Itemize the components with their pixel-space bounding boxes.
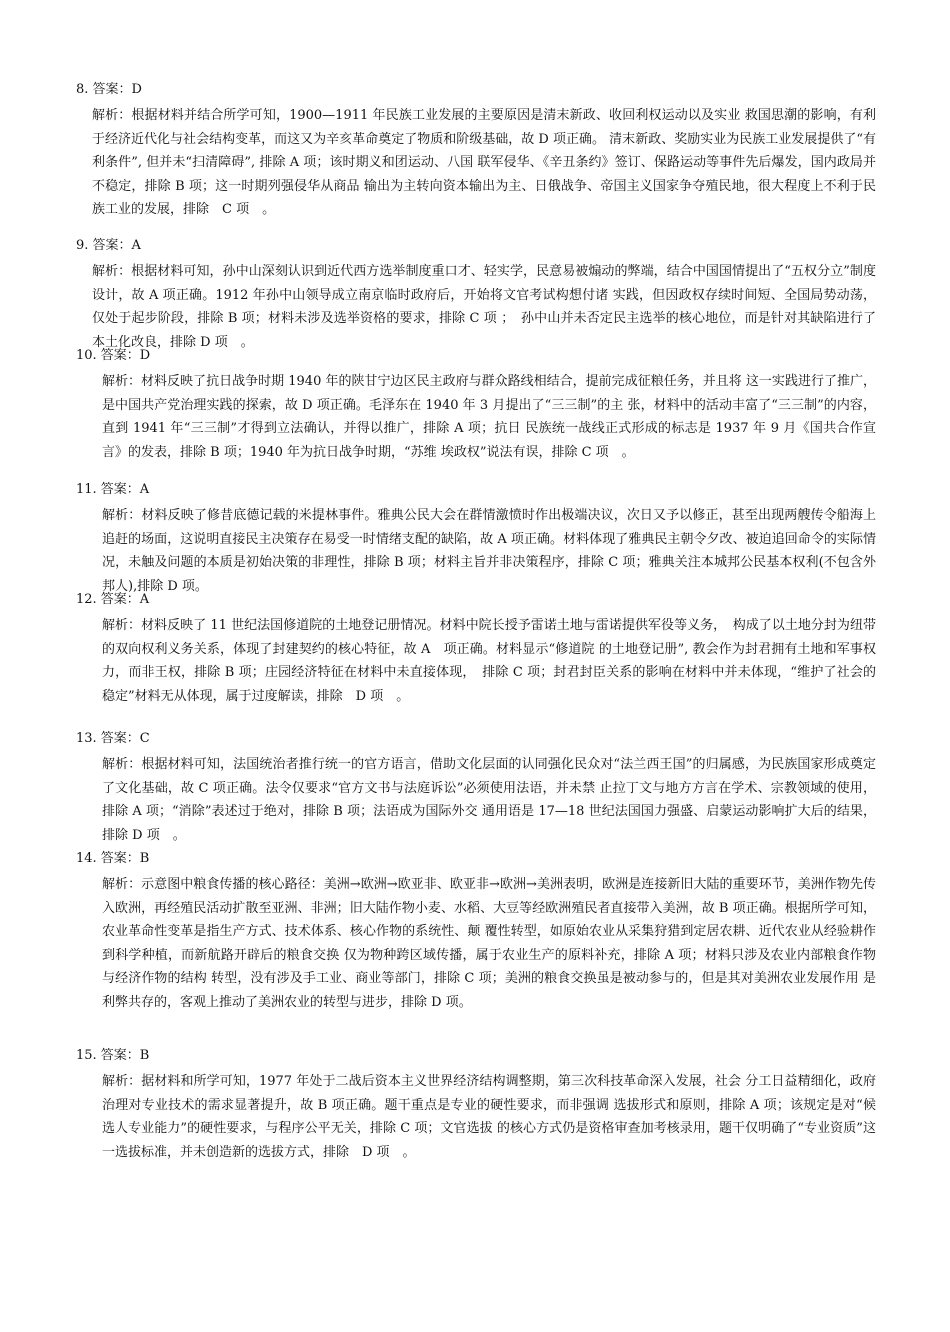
question-12-analysis: 解析：材料反映了 11 世纪法国修道院的土地登记册情况。材料中院长授予雷诺土地与雷诺提供军役等义务， 构成了以土地分封为纽带的双向权利义务关系，体现了封建契约的核心特征，故 A 项正确。材料显示“修道院 的土地登记册”, 教会作为封君拥有土地和军事权力，而非王权，排除 B 项；庄园经济特征在材料中未直接体现， 排除 C 项；封君封臣关系的影响在材料中并未体现，“维护了社会的稳定”材料无从体现，属于过度解读，排除 D 项 。 [102, 618, 876, 704]
question-12-answer: 12. 答案：A [76, 592, 150, 607]
question-12-block [76, 590, 876, 708]
question-15-block [76, 1046, 876, 1164]
question-9-block [76, 236, 876, 354]
question-10-answer: 10. 答案：D [76, 348, 151, 363]
question-9-answer: 9. 答案：A [76, 238, 141, 253]
question-11-analysis: 解析：材料反映了修昔底德记载的米提林事件。雅典公民大会在群情激愤时作出极端决议，次日又予以修正，甚至出现两艘传令船海上追赶的场面，这说明直接民主决策存在易受一时情绪支配的缺陷，故 A 项正确。材料体现了雅典民主朝令夕改、被迫追回命令的实际情况，未触及问题的本质是初始决策的非理性，排除 B 项；材料主旨并非决策程序，排除 C 项；雅典关注本城邦公民基本权利(不包含外邦人),排除 D 项。 [102, 508, 876, 594]
question-8-analysis: 解析：根据材料并结合所学可知，1900—1911 年民族工业发展的主要原因是清末新政、收回利权运动以及实业 救国思潮的影响，有利于经济近代化与社会结构变革，而这又为辛亥革命奠定了物质和阶级基础，故 D 项正确。 清末新政、奖励实业为民族工业发展提供了“有利条件”, 但并未“扫清障碍”, 排除 A 项；该时期义和团运动、八国 联军侵华、《辛丑条约》签订、保路运动等事件先后爆发，国内政局并不稳定，排除 B 项；这一时期列强侵华从商品 输出为主转向资本输出为主、日俄战争、帝国主义国家争夺殖民地，很大程度上不利于民族工业的发展，排除 C 项 。 [92, 108, 876, 218]
question-10-analysis: 解析：材料反映了抗日战争时期 1940 年的陕甘宁边区民主政府与群众路线相结合，提前完成征粮任务，并且将 这一实践进行了推广，是中国共产党治理实践的探索，故 D 项正确。毛泽东在 1940 年 3 月提出了“三三制”的主 张，材料中的活动丰富了“三三制”的内容，直到 1941 年“三三制”才得到立法确认，并得以推广，排除 A 项；抗日 民族统一战线正式形成的标志是 1937 年 9 月《国共合作宣言》的发表，排除 B 项；1940 年为抗日战争时期，“苏维 埃政权”说法有误，排除 C 项 。 [102, 374, 876, 460]
question-15-answer: 15. 答案：B [76, 1048, 150, 1063]
question-14-answer: 14. 答案：B [76, 851, 150, 866]
question-13-analysis: 解析：根据材料可知，法国统治者推行统一的官方语言，借助文化层面的认同强化民众对“法兰西王国”的归属感，为民族国家形成奠定了文化基础，故 C 项正确。法令仅要求“官方文书与法庭诉讼”必须使用法语，并未禁 止拉丁文与地方方言在学术、宗教领域的使用，排除 A 项；“消除”表述过于绝对，排除 B 项；法语成为国际外交 通用语是 17—18 世纪法国国力强盛、启蒙运动影响扩大后的结果，排除 D 项 。 [102, 757, 876, 843]
question-9-analysis: 解析：根据材料可知，孙中山深刻认识到近代西方选举制度重口才、轻实学，民意易被煽动的弊端，结合中国国情提出了“五权分立”制度设计，故 A 项正确。1912 年孙中山领导成立南京临时政府后，开始将文官考试构想付诸 实践，但因政权存续时间短、全国局势动荡，仅处于起步阶段，排除 B 项；材料未涉及选举资格的要求，排除 C 项 ； 孙中山并未否定民主选举的核心地位，而是针对其缺陷进行了本土化改良，排除 D 项 。 [92, 264, 876, 350]
question-15-analysis: 解析：据材料和所学可知，1977 年处于二战后资本主义世界经济结构调整期，第三次科技革命深入发展，社会 分工日益精细化，政府治理对专业技术的需求显著提升，故 B 项正确。题干重点是专业的硬性要求，而非强调 选拔形式和原则，排除 A 项；该规定是对“候选人专业能力”的硬性要求，与程序公平无关，排除 C 项；文官选拔 的核心方式仍是资格审查加考核录用，题干仅明确了“专业资质”这一选拔标准，并未创造新的选拔方式，排除 D 项 。 [102, 1074, 876, 1160]
question-11-answer: 11. 答案：A [76, 482, 150, 497]
question-8-answer: 8. 答案：D [76, 82, 142, 97]
question-10-block [76, 346, 876, 464]
question-14-block [76, 849, 876, 1015]
question-14-analysis: 解析：示意图中粮食传播的核心路径：美洲→欧洲→欧亚非、欧亚非→欧洲→美洲表明，欧洲是连接新旧大陆的重要环节，美洲作物先传入欧洲，再经殖民活动扩散至亚洲、非洲；旧大陆作物小麦、水稻、大豆等经欧洲殖民者直接带入美洲，故 B 项正确。根据所学可知，农业革命性变革是指生产方式、技术体系、核心作物的系统性、颠 覆性转型，如原始农业从采集狩猎到定居农耕、近代农业从经验耕作到科学种植，而新航路开辟后的粮食交换 仅为物种跨区域传播，属于农业生产的原料补充，排除 A 项；材料只涉及农业内部粮食作物与经济作物的结构 转型，没有涉及手工业、商业等部门，排除 C 项；美洲的粮食交换虽是被动参与的，但是其对美洲农业发展作用 是利弊共存的，客观上推动了美洲农业的转型与进步，排除 D 项。 [102, 877, 876, 1010]
question-13-block [76, 729, 876, 847]
question-8-block [76, 80, 876, 222]
question-13-answer: 13. 答案：C [76, 731, 150, 746]
question-11-block [76, 480, 876, 598]
